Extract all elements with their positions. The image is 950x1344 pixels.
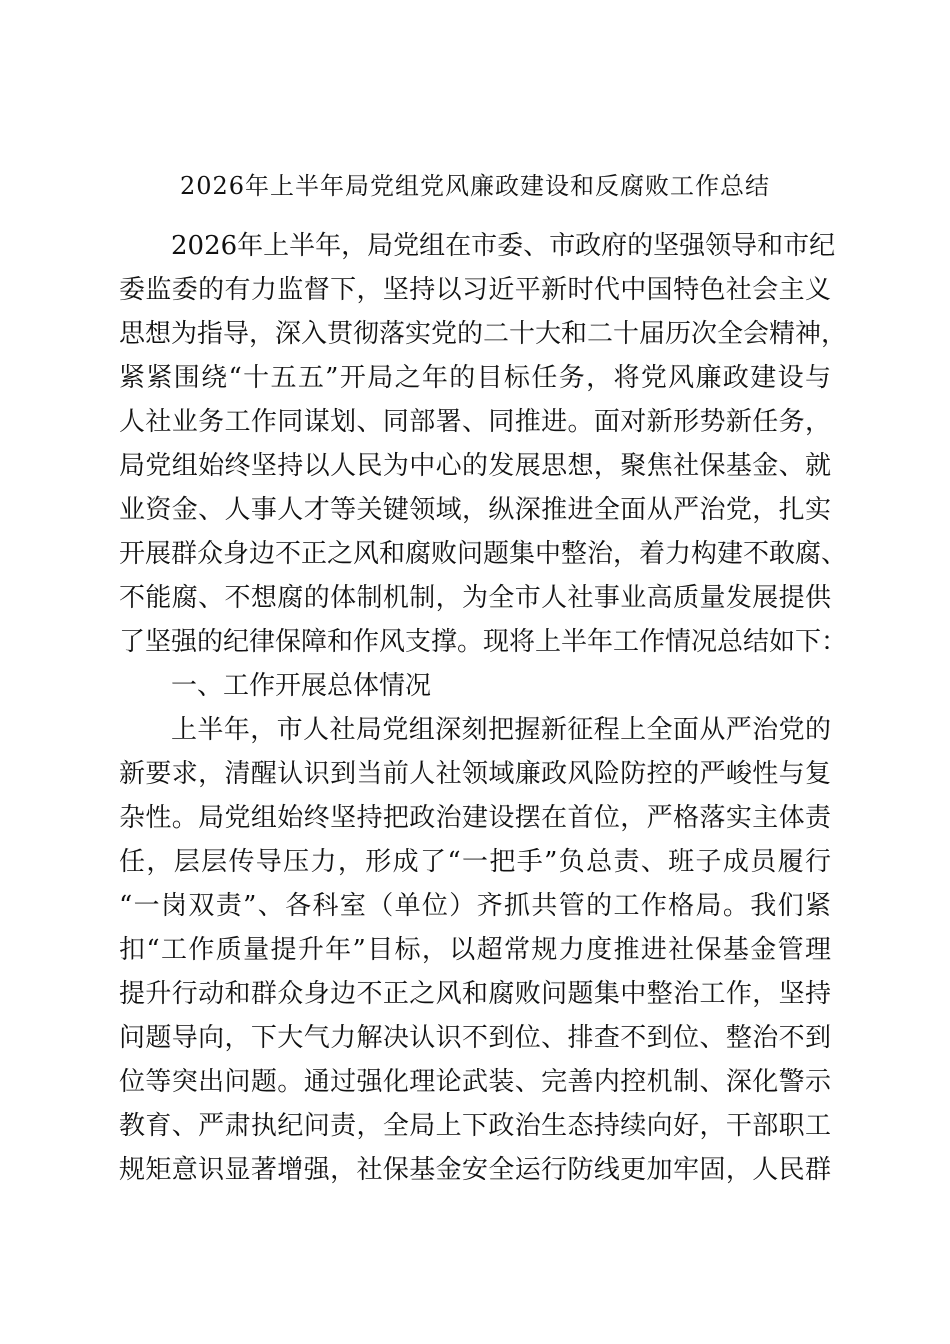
text-line: 业资金、人事人才等关键领域，纵深推进全面从严治党，扎实 bbox=[119, 495, 831, 525]
text-line: 了坚强的纪律保障和作风支撑。现将上半年工作情况总结如下： bbox=[119, 627, 848, 657]
text-line: 扣“工作质量提升年”目标，以超常规力度推进社保基金管理 bbox=[119, 935, 831, 965]
text-line: 杂性。局党组始终坚持把政治建设摆在首位，严格落实主体责 bbox=[119, 803, 831, 833]
text-line: 不能腐、不想腐的体制机制，为全市人社事业高质量发展提供 bbox=[119, 583, 831, 613]
section-heading: 一、工作开展总体情况 bbox=[171, 671, 432, 701]
text-line: 开展群众身边不正之风和腐败问题集中整治，着力构建不敢腐、 bbox=[119, 539, 848, 569]
text-line: 思想为指导，深入贯彻落实党的二十大和二十届历次全会精神， bbox=[119, 319, 848, 349]
text-line: “一岗双责”、各科室（单位）齐抓共管的工作格局。我们紧 bbox=[119, 891, 831, 921]
text-line: 任，层层传导压力，形成了“一把手”负总责、班子成员履行 bbox=[119, 847, 831, 877]
text-line: 提升行动和群众身边不正之风和腐败问题集中整治工作，坚持 bbox=[119, 979, 831, 1009]
text-line: 新要求，清醒认识到当前人社领域廉政风险防控的严峻性与复 bbox=[119, 759, 831, 789]
text-line: 局党组始终坚持以人民为中心的发展思想，聚焦社保基金、就 bbox=[119, 451, 831, 481]
document-body bbox=[119, 224, 848, 1192]
text-line: 规矩意识显著增强，社保基金安全运行防线更加牢固，人民群 bbox=[119, 1155, 831, 1185]
text-line: 紧紧围绕“十五五”开局之年的目标任务，将党风廉政建设与 bbox=[119, 363, 831, 393]
text-line: 问题导向，下大气力解决认识不到位、排查不到位、整治不到 bbox=[119, 1023, 831, 1053]
text-line: 位等突出问题。通过强化理论武装、完善内控机制、深化警示 bbox=[119, 1067, 831, 1097]
text-line: 人社业务工作同谋划、同部署、同推进。面对新形势新任务， bbox=[119, 407, 831, 437]
document-title: 2026年上半年局党组党风廉政建设和反腐败工作总结 bbox=[179, 172, 771, 200]
text-line: 2026年上半年，局党组在市委、市政府的坚强领导和市纪 bbox=[171, 231, 836, 261]
text-line: 教育、严肃执纪问责，全局上下政治生态持续向好，干部职工 bbox=[119, 1111, 831, 1141]
text-line: 委监委的有力监督下，坚持以习近平新时代中国特色社会主义 bbox=[119, 275, 831, 305]
text-line: 上半年，市人社局党组深刻把握新征程上全面从严治党的 bbox=[171, 715, 831, 745]
